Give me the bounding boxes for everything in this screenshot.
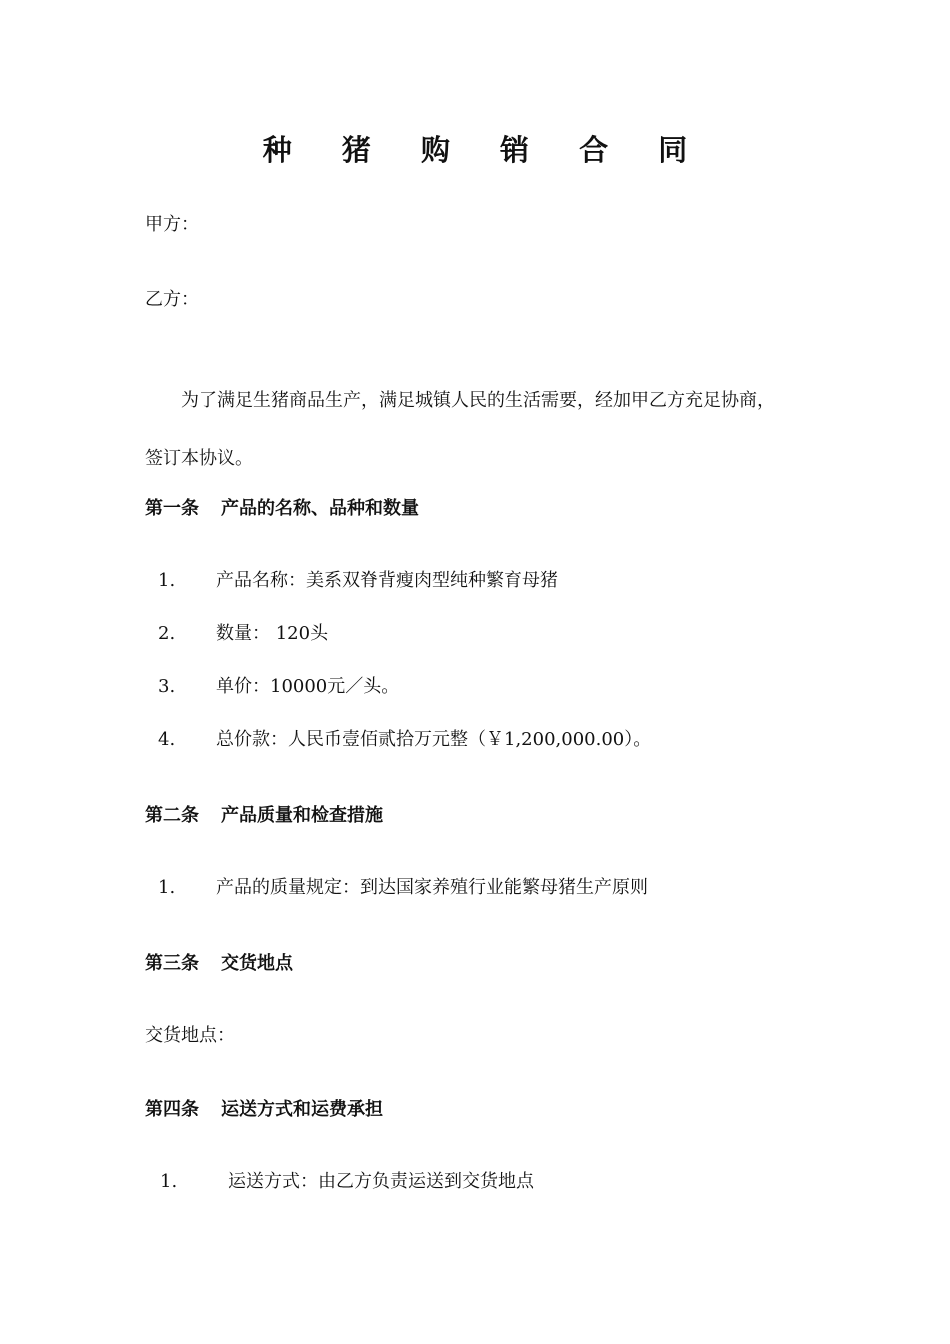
- list-item-number: 4.: [158, 729, 176, 750]
- article-2-heading: [145, 803, 383, 829]
- list-item-number: 3.: [158, 676, 176, 697]
- article-number: 第一条: [145, 498, 199, 519]
- list-item-number: 2.: [158, 623, 176, 644]
- article-title: 产品的名称、品种和数量: [221, 498, 419, 519]
- delivery-location-label: 交货地点：: [145, 1025, 235, 1046]
- list-item-number: 1.: [158, 570, 176, 591]
- party-a-label: 甲方：: [145, 214, 199, 235]
- list-item-number: 1.: [158, 877, 176, 898]
- article-number: 第三条: [145, 953, 199, 974]
- article-title: 产品质量和检查措施: [221, 805, 383, 826]
- list-item-text: 数量： 120头: [216, 623, 329, 644]
- article-title: 运送方式和运费承担: [221, 1099, 383, 1120]
- list-item-text: 单价：10000元／头。: [216, 676, 400, 697]
- preamble-line-2: 签订本协议。: [145, 448, 253, 469]
- document-title: 种 猪 购 销 合 同: [262, 133, 708, 167]
- list-item-number: 1.: [160, 1171, 178, 1192]
- article-number: 第二条: [145, 805, 199, 826]
- list-item-text: 产品的质量规定：到达国家养殖行业能繁母猪生产原则: [216, 877, 648, 898]
- list-item-text: 运送方式：由乙方负责运送到交货地点: [228, 1171, 534, 1192]
- article-3-heading: [145, 951, 293, 977]
- article-1-heading: [145, 496, 419, 522]
- article-title: 交货地点: [221, 953, 293, 974]
- party-b-label: 乙方：: [145, 289, 199, 310]
- list-item-text: 总价款：人民币壹佰贰拾万元整（￥1,200,000.00）。: [216, 729, 652, 750]
- article-4-heading: [145, 1097, 383, 1123]
- list-item-text: 产品名称：美系双脊背瘦肉型纯种繁育母猪: [216, 570, 558, 591]
- article-number: 第四条: [145, 1099, 199, 1120]
- preamble-line-1: 为了满足生猪商品生产，满足城镇人民的生活需要，经加甲乙方充足协商，: [181, 390, 775, 411]
